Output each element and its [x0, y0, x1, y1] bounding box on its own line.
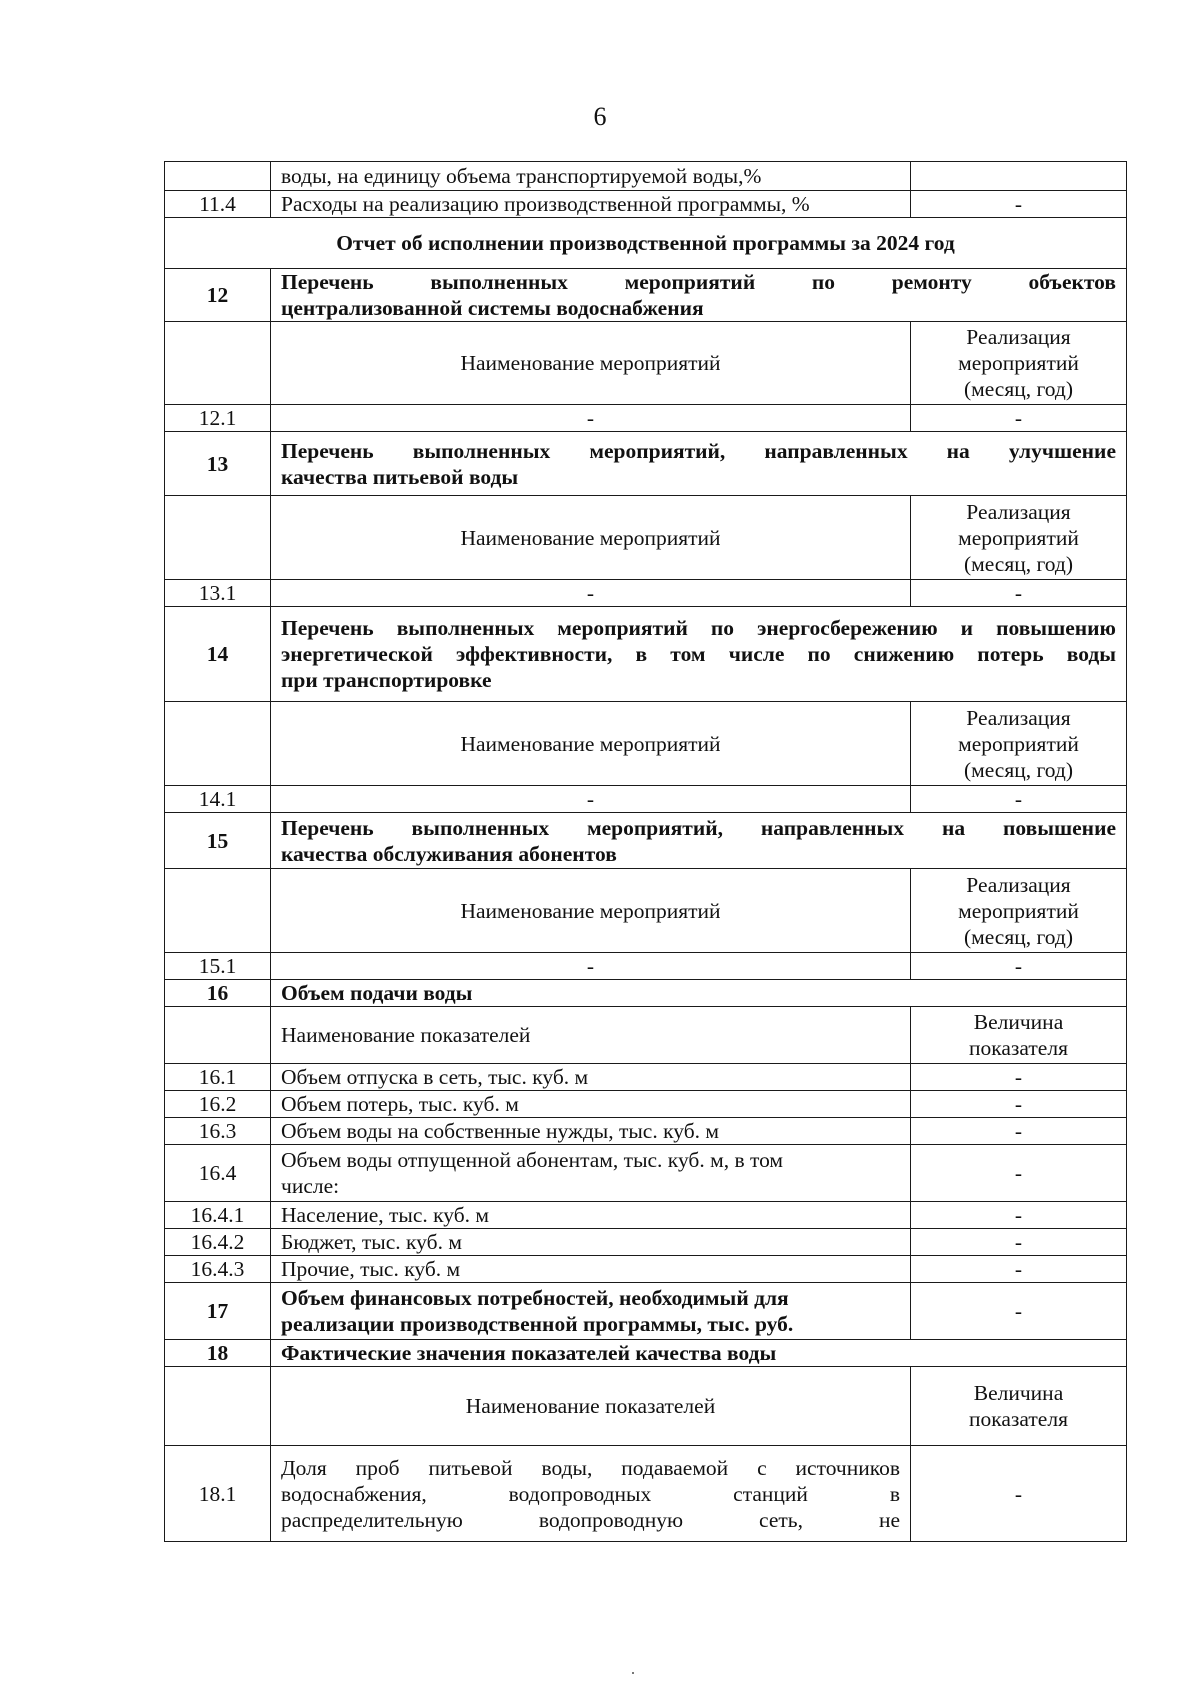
row-value: -	[911, 191, 1127, 218]
table-row	[165, 1229, 1127, 1256]
report-header-row	[165, 218, 1127, 269]
row-text: воды, на единицу объема транспортируемой воды,%	[271, 162, 911, 191]
section-number: 16	[165, 980, 271, 1007]
row-text: Бюджет, тыс. куб. м	[271, 1229, 911, 1256]
row-text: -	[271, 405, 911, 432]
section-title: Перечень выполненных мероприятий по энергосбережению и повышению энергетической эффективности, в том числе по снижению потерь воды при транспортировке	[271, 607, 1127, 702]
section-number: 14	[165, 607, 271, 702]
section-number: 17	[165, 1283, 271, 1340]
column-header-value: Реализация мероприятий (месяц, год)	[911, 869, 1127, 953]
table-row	[165, 1446, 1127, 1542]
section-row	[165, 1340, 1127, 1367]
table-row	[165, 580, 1127, 607]
row-value: -	[911, 1256, 1127, 1283]
row-number: 16.2	[165, 1091, 271, 1118]
column-header-value: Реализация мероприятий (месяц, год)	[911, 496, 1127, 580]
row-number: 16.4.1	[165, 1202, 271, 1229]
row-value: -	[911, 1202, 1127, 1229]
row-value: -	[911, 1118, 1127, 1145]
column-header-name: Наименование мероприятий	[271, 496, 911, 580]
section-title: Перечень выполненных мероприятий по ремонту объектов централизованной системы водоснабжения	[271, 269, 1127, 322]
section-title: Объем финансовых потребностей, необходимый для реализации производственной программы, тыс. руб.	[271, 1283, 911, 1340]
empty-cell	[165, 702, 271, 786]
row-text: Объем потерь, тыс. куб. м	[271, 1091, 911, 1118]
section-number: 15	[165, 813, 271, 869]
section-title: Перечень выполненных мероприятий, направленных на повышение качества обслуживания абонентов	[271, 813, 1127, 869]
row-value: -	[911, 1229, 1127, 1256]
table-row	[165, 1064, 1127, 1091]
column-header-name: Наименование мероприятий	[271, 322, 911, 405]
column-header-name: Наименование показателей	[271, 1367, 911, 1446]
section-number: 13	[165, 432, 271, 496]
report-header: Отчет об исполнении производственной программы за 2024 год	[165, 218, 1127, 269]
section-title: Объем подачи воды	[271, 980, 1127, 1007]
column-header-value: Реализация мероприятий (месяц, год)	[911, 322, 1127, 405]
empty-cell	[165, 869, 271, 953]
row-number: 18.1	[165, 1446, 271, 1542]
row-value: -	[911, 953, 1127, 980]
table-row	[165, 1256, 1127, 1283]
table-row	[165, 1202, 1127, 1229]
column-header-row	[165, 1367, 1127, 1446]
table-row	[165, 1091, 1127, 1118]
row-value: -	[911, 580, 1127, 607]
row-number: 16.4.3	[165, 1256, 271, 1283]
row-value: -	[911, 1446, 1127, 1542]
column-header-value: Величина показателя	[911, 1007, 1127, 1064]
row-number: 16.4	[165, 1145, 271, 1202]
column-header-value: Величина показателя	[911, 1367, 1127, 1446]
column-header-name: Наименование мероприятий	[271, 702, 911, 786]
table-row	[165, 786, 1127, 813]
column-header-name: Наименование мероприятий	[271, 869, 911, 953]
row-value: -	[911, 1145, 1127, 1202]
section-row	[165, 1283, 1127, 1340]
section-row	[165, 607, 1127, 702]
row-text: Доля проб питьевой воды, подаваемой с источников водоснабжения, водопроводных станций в распределительную водопроводную сеть, не	[271, 1446, 911, 1542]
row-text: -	[271, 580, 911, 607]
section-number: 18	[165, 1340, 271, 1367]
row-value: -	[911, 1091, 1127, 1118]
column-header-row	[165, 869, 1127, 953]
row-number: 16.3	[165, 1118, 271, 1145]
row-number: 13.1	[165, 580, 271, 607]
section-title: Фактические значения показателей качества воды	[271, 1340, 1127, 1367]
table-row	[165, 162, 1127, 191]
row-value: -	[911, 405, 1127, 432]
program-table	[164, 161, 1127, 1542]
table-row	[165, 405, 1127, 432]
section-number: 12	[165, 269, 271, 322]
table-row	[165, 1118, 1127, 1145]
row-number: 15.1	[165, 953, 271, 980]
row-number: 14.1	[165, 786, 271, 813]
empty-cell	[165, 496, 271, 580]
empty-cell	[165, 1007, 271, 1064]
section-title: Перечень выполненных мероприятий, направленных на улучшение качества питьевой воды	[271, 432, 1127, 496]
column-header-row	[165, 702, 1127, 786]
row-text: Население, тыс. куб. м	[271, 1202, 911, 1229]
section-row	[165, 980, 1127, 1007]
row-text: Расходы на реализацию производственной программы, %	[271, 191, 911, 218]
column-header-row	[165, 1007, 1127, 1064]
row-value: -	[911, 1064, 1127, 1091]
row-number: 16.1	[165, 1064, 271, 1091]
page-number: 6	[593, 102, 607, 131]
column-header-name: Наименование показателей	[271, 1007, 911, 1064]
row-number: 11.4	[165, 191, 271, 218]
row-text: Объем воды на собственные нужды, тыс. куб. м	[271, 1118, 911, 1145]
row-text: -	[271, 953, 911, 980]
empty-cell	[165, 322, 271, 405]
row-text: Объем воды отпущенной абонентам, тыс. куб. м, в том числе:	[271, 1145, 911, 1202]
row-number: 16.4.2	[165, 1229, 271, 1256]
column-header-row	[165, 496, 1127, 580]
row-value: -	[911, 786, 1127, 813]
section-row	[165, 432, 1127, 496]
table-row	[165, 1145, 1127, 1202]
row-text: Объем отпуска в сеть, тыс. куб. м	[271, 1064, 911, 1091]
column-header-value: Реализация мероприятий (месяц, год)	[911, 702, 1127, 786]
section-row	[165, 813, 1127, 869]
row-number	[165, 162, 271, 191]
row-value: -	[911, 1283, 1127, 1340]
column-header-row	[165, 322, 1127, 405]
row-value	[911, 162, 1127, 191]
section-row	[165, 269, 1127, 322]
empty-cell	[165, 1367, 271, 1446]
row-number: 12.1	[165, 405, 271, 432]
scan-speck	[632, 1672, 634, 1674]
row-text: Прочие, тыс. куб. м	[271, 1256, 911, 1283]
table-row	[165, 953, 1127, 980]
table-row	[165, 191, 1127, 218]
row-text: -	[271, 786, 911, 813]
